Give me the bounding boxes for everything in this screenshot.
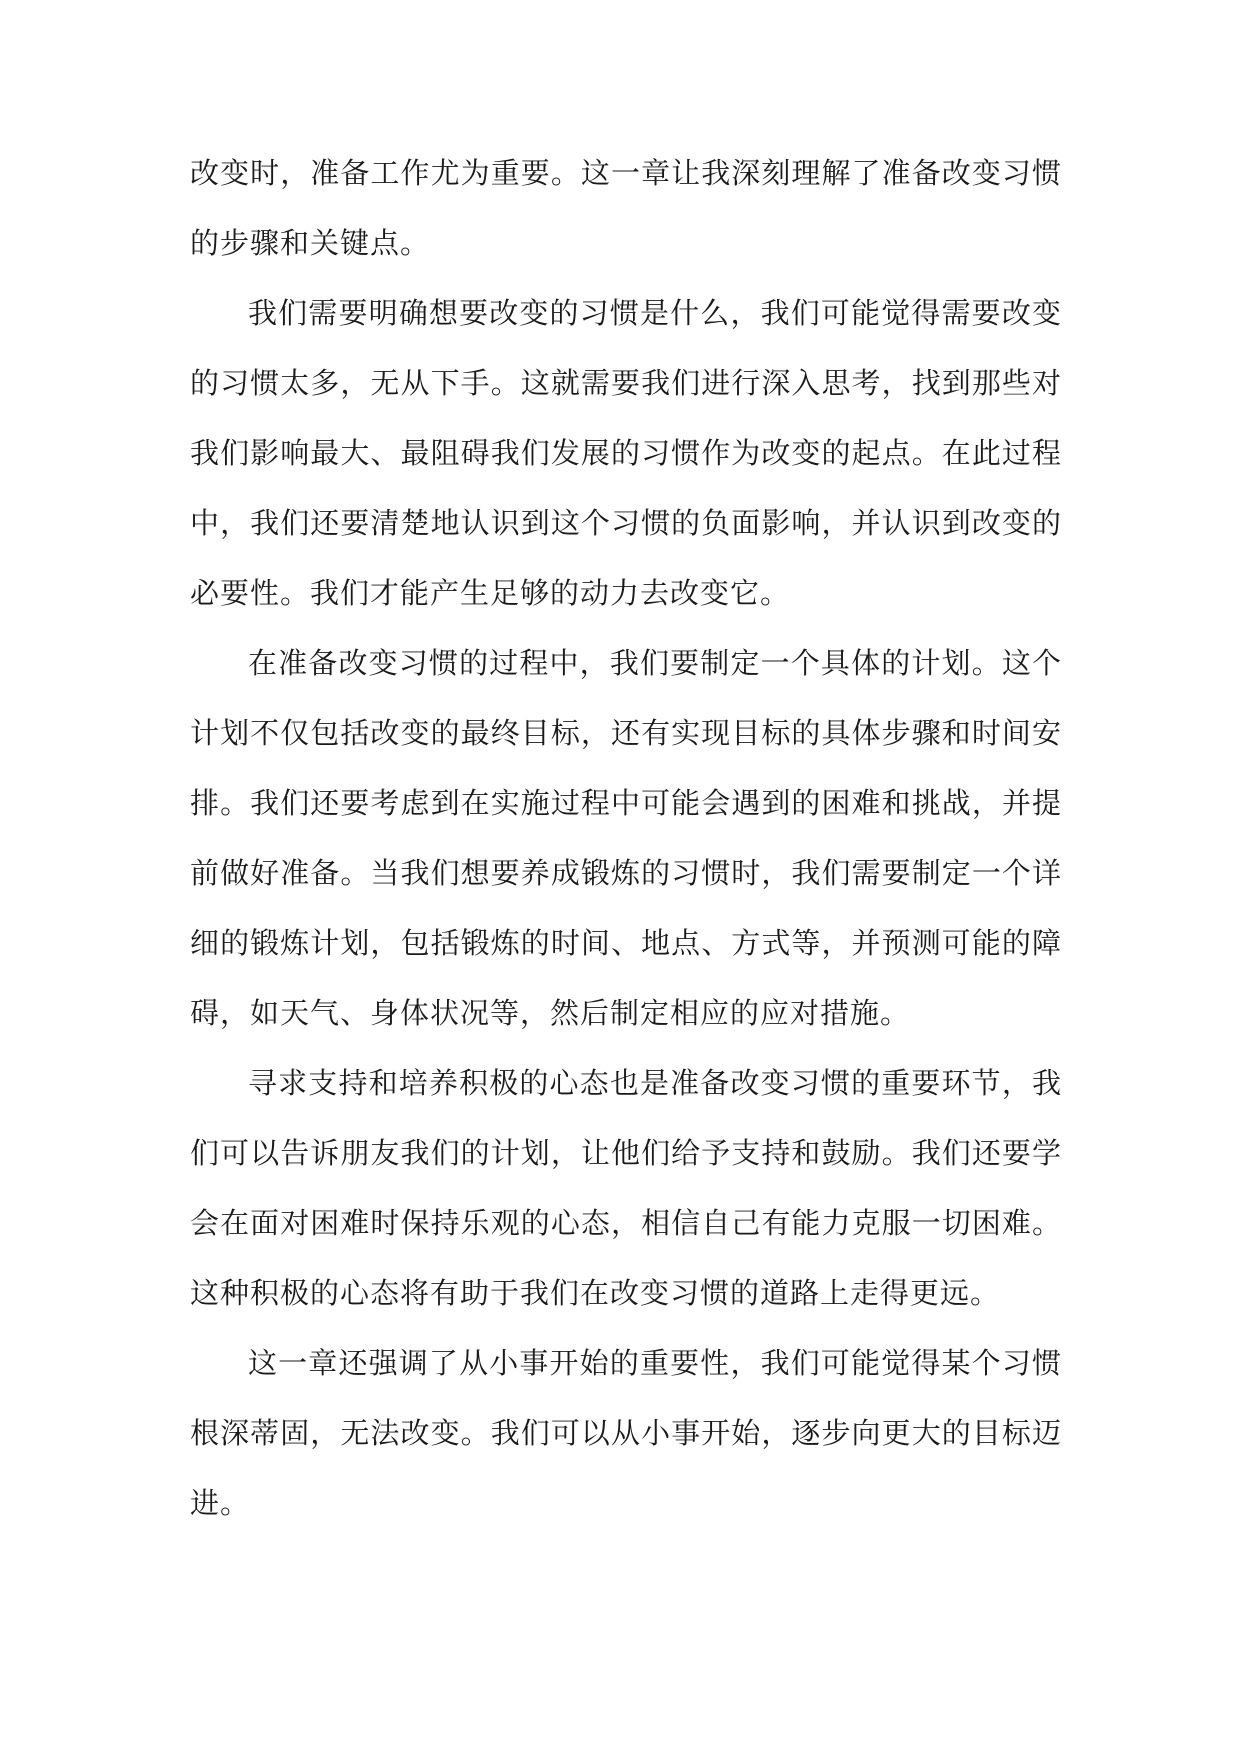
document-body xyxy=(190,138,1062,1538)
paragraph: 在准备改变习惯的过程中，我们要制定一个具体的计划。这个计划不仅包括改变的最终目标，还有实现目标的具体步骤和时间安排。我们还要考虑到在实施过程中可能会遇到的困难和挑战，并提前做好准备。当我们想要养成锻炼的习惯时，我们需要制定一个详细的锻炼计划，包括锻炼的时间、地点、方式等，并预测可能的障碍，如天气、身体状况等，然后制定相应的应对措施。 xyxy=(190,646,1062,1030)
paragraph: 寻求支持和培养积极的心态也是准备改变习惯的重要环节，我们可以告诉朋友我们的计划，让他们给予支持和鼓励。我们还要学会在面对困难时保持乐观的心态，相信自己有能力克服一切困难。这种积极的心态将有助于我们在改变习惯的道路上走得更远。 xyxy=(190,1066,1062,1310)
paragraph: 这一章还强调了从小事开始的重要性，我们可能觉得某个习惯根深蒂固，无法改变。我们可以从小事开始，逐步向更大的目标迈进。 xyxy=(190,1346,1062,1520)
paragraph: 我们需要明确想要改变的习惯是什么，我们可能觉得需要改变的习惯太多，无从下手。这就需要我们进行深入思考，找到那些对我们影响最大、最阻碍我们发展的习惯作为改变的起点。在此过程中，我们还要清楚地认识到这个习惯的负面影响，并认识到改变的必要性。我们才能产生足够的动力去改变它。 xyxy=(190,296,1062,610)
paragraph-continuation: 改变时，准备工作尤为重要。这一章让我深刻理解了准备改变习惯的步骤和关键点。 xyxy=(190,156,1062,260)
